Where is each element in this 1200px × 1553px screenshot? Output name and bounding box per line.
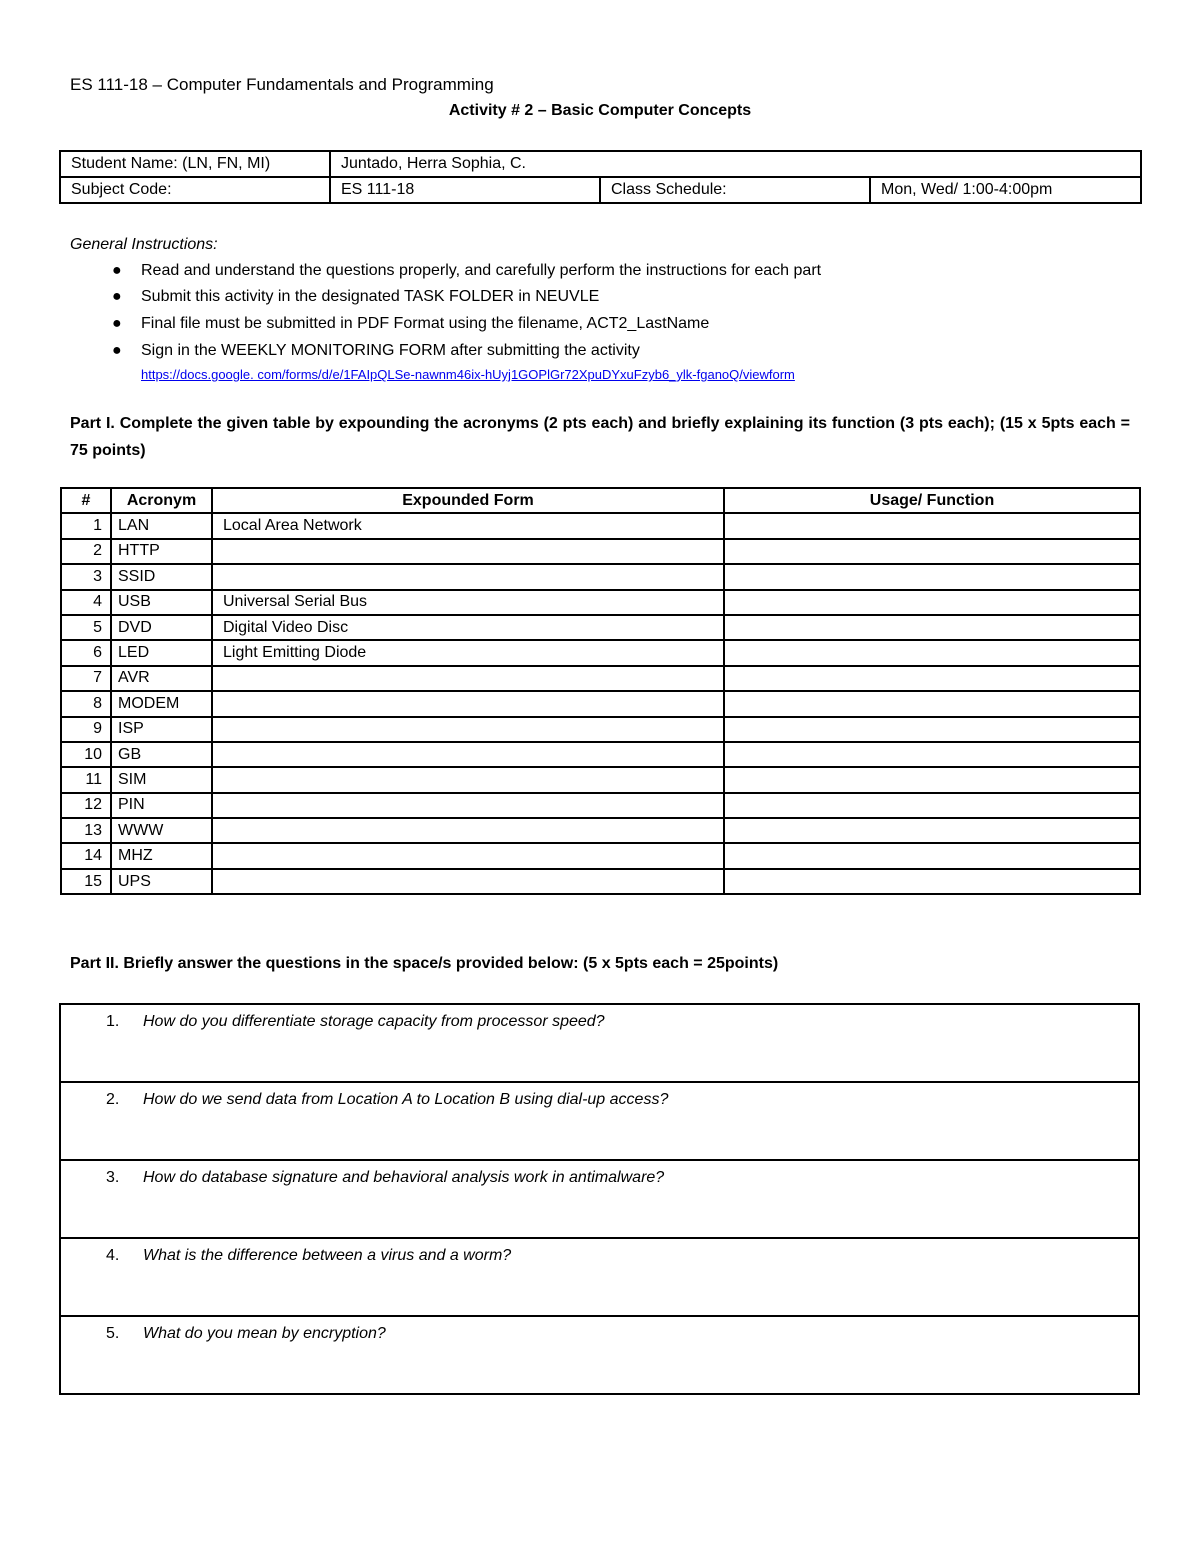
expounded-cell[interactable] — [212, 869, 724, 894]
acronym-table-header — [61, 488, 1140, 513]
row-number: 11 — [61, 767, 111, 792]
table-row — [61, 818, 1140, 843]
table-row — [61, 793, 1140, 818]
activity-title: Activity # 2 – Basic Computer Concepts — [448, 102, 752, 119]
subject-code-value[interactable]: ES 111-18 — [330, 177, 600, 203]
question-text: What do you mean by encryption? — [143, 1325, 386, 1342]
general-instructions-title: General Instructions: — [70, 236, 218, 253]
table-row — [61, 564, 1140, 589]
instruction-item: ● Read and understand the questions properly, and carefully perform the instructions for each part — [112, 262, 822, 279]
expounded-cell[interactable] — [212, 818, 724, 843]
answer-box[interactable] — [60, 1082, 1139, 1160]
question-text: How do we send data from Location A to Location B using dial-up access? — [143, 1091, 669, 1108]
table-row — [61, 513, 1140, 538]
acronym-cell: MHZ — [111, 843, 212, 868]
question-number: 4. — [106, 1247, 120, 1264]
table-row — [61, 666, 1140, 691]
usage-cell[interactable] — [724, 742, 1140, 767]
header-num: # — [61, 488, 111, 513]
instruction-item: ● Final file must be submitted in PDF Format using the filename, ACT2_LastName — [112, 315, 710, 332]
part2-instructions: Part II. Briefly answer the questions in the space/s provided below: (5 x 5pts each = 25points) — [70, 955, 779, 972]
question-number: 5. — [106, 1325, 120, 1342]
question-row — [60, 1004, 1139, 1082]
bullet-icon: ● — [112, 288, 122, 305]
usage-cell[interactable] — [724, 590, 1140, 615]
question-number: 2. — [106, 1091, 120, 1108]
question-row — [60, 1082, 1139, 1160]
course-title: ES 111-18 – Computer Fundamentals and Programming — [70, 75, 494, 94]
usage-cell[interactable] — [724, 818, 1140, 843]
table-row — [61, 640, 1140, 665]
acronym-cell: SIM — [111, 767, 212, 792]
table-row — [61, 590, 1140, 615]
usage-cell[interactable] — [724, 564, 1140, 589]
question-number: 1. — [106, 1013, 120, 1030]
row-number: 2 — [61, 539, 111, 564]
instruction-item: ● Sign in the WEEKLY MONITORING FORM after submitting the activity — [112, 342, 640, 359]
monitoring-form-link[interactable]: https://docs.google. com/forms/d/e/1FAIpQLSe-nawnm46ix-hUyj1GOPlGr72XpuDYxuFzyb6_ylk-fganoQ/viewform — [141, 367, 795, 382]
usage-cell[interactable] — [724, 640, 1140, 665]
row-number: 7 — [61, 666, 111, 691]
expounded-cell[interactable]: Light Emitting Diode — [212, 640, 724, 665]
header-usage: Usage/ Function — [724, 488, 1140, 513]
expounded-cell[interactable]: Universal Serial Bus — [212, 590, 724, 615]
usage-cell[interactable] — [724, 793, 1140, 818]
acronym-cell: WWW — [111, 818, 212, 843]
student-name-label: Student Name: (LN, FN, MI) — [60, 151, 330, 177]
expounded-cell[interactable] — [212, 742, 724, 767]
row-number: 8 — [61, 691, 111, 716]
question-text: How do you differentiate storage capacity from processor speed? — [143, 1013, 605, 1030]
table-row — [61, 539, 1140, 564]
answer-box[interactable] — [60, 1238, 1139, 1316]
subject-code-label: Subject Code: — [60, 177, 330, 203]
question-text: How do database signature and behavioral analysis work in antimalware? — [143, 1169, 665, 1186]
usage-cell[interactable] — [724, 717, 1140, 742]
acronym-cell: UPS — [111, 869, 212, 894]
row-number: 3 — [61, 564, 111, 589]
question-row — [60, 1160, 1139, 1238]
expounded-cell[interactable] — [212, 843, 724, 868]
table-row — [61, 767, 1140, 792]
expounded-cell[interactable] — [212, 539, 724, 564]
table-row — [61, 869, 1140, 894]
usage-cell[interactable] — [724, 666, 1140, 691]
part1-instructions: Part I. Complete the given table by expounding the acronyms (2 pts each) and briefly explaining its function (3 pts each); (15 x 5pts each = 75 points) — [70, 415, 1130, 459]
usage-cell[interactable] — [724, 539, 1140, 564]
row-number: 12 — [61, 793, 111, 818]
row-number: 15 — [61, 869, 111, 894]
acronym-cell: USB — [111, 590, 212, 615]
answer-box[interactable] — [60, 1160, 1139, 1238]
row-number: 10 — [61, 742, 111, 767]
acronym-cell: MODEM — [111, 691, 212, 716]
expounded-cell[interactable]: Digital Video Disc — [212, 615, 724, 640]
question-row — [60, 1238, 1139, 1316]
acronym-cell: DVD — [111, 615, 212, 640]
table-row — [61, 691, 1140, 716]
row-number: 13 — [61, 818, 111, 843]
acronym-cell: SSID — [111, 564, 212, 589]
question-text: What is the difference between a virus and a worm? — [143, 1247, 512, 1264]
instruction-item: ● Submit this activity in the designated TASK FOLDER in NEUVLE — [112, 288, 600, 305]
usage-cell[interactable] — [724, 869, 1140, 894]
usage-cell[interactable] — [724, 843, 1140, 868]
bullet-icon: ● — [112, 342, 122, 359]
acronym-cell: GB — [111, 742, 212, 767]
row-number: 1 — [61, 513, 111, 538]
bullet-icon: ● — [112, 315, 122, 332]
header-expounded: Expounded Form — [212, 488, 724, 513]
expounded-cell[interactable] — [212, 717, 724, 742]
acronym-table — [60, 487, 1141, 895]
acronym-cell: PIN — [111, 793, 212, 818]
row-number: 9 — [61, 717, 111, 742]
usage-cell[interactable] — [724, 513, 1140, 538]
table-row — [61, 615, 1140, 640]
acronym-cell: ISP — [111, 717, 212, 742]
expounded-cell[interactable] — [212, 767, 724, 792]
acronym-cell: HTTP — [111, 539, 212, 564]
question-row — [60, 1316, 1139, 1394]
acronym-cell: LED — [111, 640, 212, 665]
usage-cell[interactable] — [724, 691, 1140, 716]
row-number: 6 — [61, 640, 111, 665]
answer-box[interactable] — [60, 1004, 1139, 1082]
class-schedule-label: Class Schedule: — [600, 177, 870, 203]
table-row — [61, 742, 1140, 767]
question-number: 3. — [106, 1169, 120, 1186]
expounded-cell[interactable] — [212, 564, 724, 589]
acronym-cell: AVR — [111, 666, 212, 691]
header-acronym: Acronym — [111, 488, 212, 513]
expounded-cell[interactable] — [212, 691, 724, 716]
table-row — [61, 717, 1140, 742]
expounded-cell[interactable] — [212, 793, 724, 818]
row-number: 14 — [61, 843, 111, 868]
row-number: 4 — [61, 590, 111, 615]
usage-cell[interactable] — [724, 767, 1140, 792]
student-info-table — [59, 150, 1142, 204]
usage-cell[interactable] — [724, 615, 1140, 640]
expounded-cell[interactable]: Local Area Network — [212, 513, 724, 538]
student-name-value[interactable]: Juntado, Herra Sophia, C. — [330, 151, 1141, 177]
bullet-icon: ● — [112, 262, 122, 279]
row-number: 5 — [61, 615, 111, 640]
questions-table — [59, 1003, 1140, 1395]
expounded-cell[interactable] — [212, 666, 724, 691]
class-schedule-value[interactable]: Mon, Wed/ 1:00-4:00pm — [870, 177, 1141, 203]
acronym-cell: LAN — [111, 513, 212, 538]
table-row — [61, 843, 1140, 868]
answer-box[interactable] — [60, 1316, 1139, 1394]
